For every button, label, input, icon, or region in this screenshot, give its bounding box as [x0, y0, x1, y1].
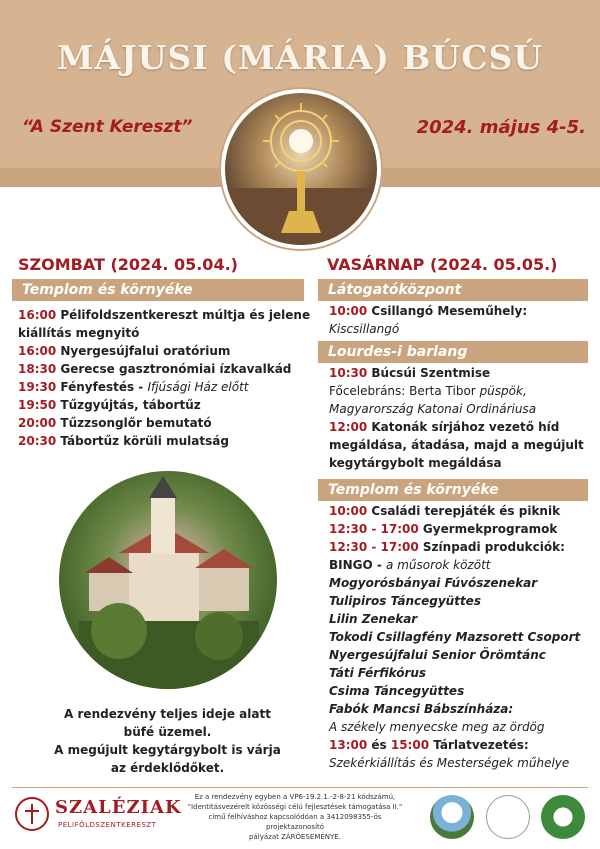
list-item: 19:50 Tűzgyújtás, tábortűz — [18, 398, 201, 412]
list-item: A székely menyecske meg az ördög — [329, 720, 545, 734]
notice-text: A rendezvény teljes ideje alatt büfé üzemel. A megújult kegytárgybolt is várja az érdeklődőket. — [54, 707, 281, 775]
leader-logo-icon — [430, 795, 474, 839]
church-icon — [59, 471, 277, 689]
list-item: 16:00 Nyergesújfalui oratórium — [18, 344, 231, 358]
sunday-church-bar: Templom és környéke — [318, 479, 588, 501]
sunday-visitor-center-bar: Látogatóközpont — [318, 279, 588, 301]
visitor-center-program: 10:00 Csillangó Meseműhely: Kiscsillangó — [329, 304, 528, 336]
partner-logo-icon — [486, 795, 530, 839]
list-item: 13:00 és 15:00 Tárlatvezetés: — [329, 738, 529, 752]
church-aerial-photo — [59, 471, 277, 689]
saleziak-logo-icon — [15, 797, 49, 831]
list-item: BINGO - a műsorok között — [329, 558, 491, 572]
list-item: Szekérkiállítás és Mesterségek műhelye — [329, 756, 570, 770]
org-name: SZALÉZIAK — [55, 797, 182, 818]
lourdes-program: 10:30 Búcsúi Szentmise Főcelebráns: Berta Tibor püspök, Magyarország Katonai Ordináriusa 12:00 Katonák sírjához vezető híd megáldása, átadása, majd a megújult kegytárgybolt megáldása — [329, 366, 584, 470]
eu-rural-logo-icon — [541, 795, 585, 839]
sunday-heading: VASÁRNAP (2024. 05.05.) — [327, 255, 558, 274]
list-item: kiállítás megnyitó — [18, 326, 140, 340]
event-date: 2024. május 4-5. — [416, 117, 586, 138]
list-item: Tulipiros Táncegyüttes — [329, 594, 481, 608]
list-item: 20:00 Tűzzsonglőr bemutató — [18, 416, 212, 430]
saturday-program-list — [18, 306, 310, 450]
footer-divider — [12, 787, 588, 788]
page-title: MÁJUSI (MÁRIA) BÚCSÚ — [56, 38, 544, 77]
list-item: 12:30 - 17:00 Színpadi produkciók: — [329, 540, 565, 554]
list-item: Tokodi Csillagfény Mazsorett Csoport — [329, 630, 581, 644]
list-item: 20:30 Tábortűz körüli mulatság — [18, 434, 229, 448]
list-item: Lilin Zenekar — [329, 612, 418, 626]
motto: “A Szent Kereszt” — [22, 117, 193, 137]
monstrance-photo — [221, 89, 381, 249]
list-item: 19:30 Fényfestés - Ifjúsági Ház előtt — [18, 380, 249, 394]
saturday-section-bar: Templom és környéke — [12, 279, 304, 301]
list-item: 18:30 Gerecse gasztronómiai ízkavalkád — [18, 362, 292, 376]
list-item: Táti Férfikórus — [329, 666, 427, 680]
list-item: 10:00 Családi terepjáték és piknik — [329, 504, 561, 518]
list-item: Mogyorósbányai Fúvószenekar — [329, 576, 538, 590]
footer-funding-text: Ez a rendezvény egyben a VP6-19.2.1.-2-8-21 kódszámú, "Identitásvezérelt közösségi célú fejlesztések támogatása II." című felhíváshoz kapcsolódóan a 3412098355-ös projektazonosító pályázat ZÁRÓESEMÉNYE. — [187, 793, 403, 841]
list-item: 16:00 Pélifoldszentkereszt múltja és jelene — [18, 308, 311, 322]
cross-icon — [17, 799, 47, 829]
sunday-lourdes-bar: Lourdes-i barlang — [318, 341, 588, 363]
saturday-heading: SZOMBAT (2024. 05.04.) — [18, 255, 238, 274]
org-place: PÉLIFÖLDSZENTKERESZT — [58, 821, 157, 829]
list-item: Fabók Mancsi Bábszínháza: — [329, 702, 514, 716]
list-item: 12:30 - 17:00 Gyermekprogramok — [329, 522, 558, 536]
church-program — [329, 502, 580, 772]
list-item: Csima Táncegyüttes — [329, 684, 465, 698]
list-item: Nyergesújfalui Senior Örömtánc — [329, 648, 546, 662]
monstrance-icon — [225, 93, 377, 245]
